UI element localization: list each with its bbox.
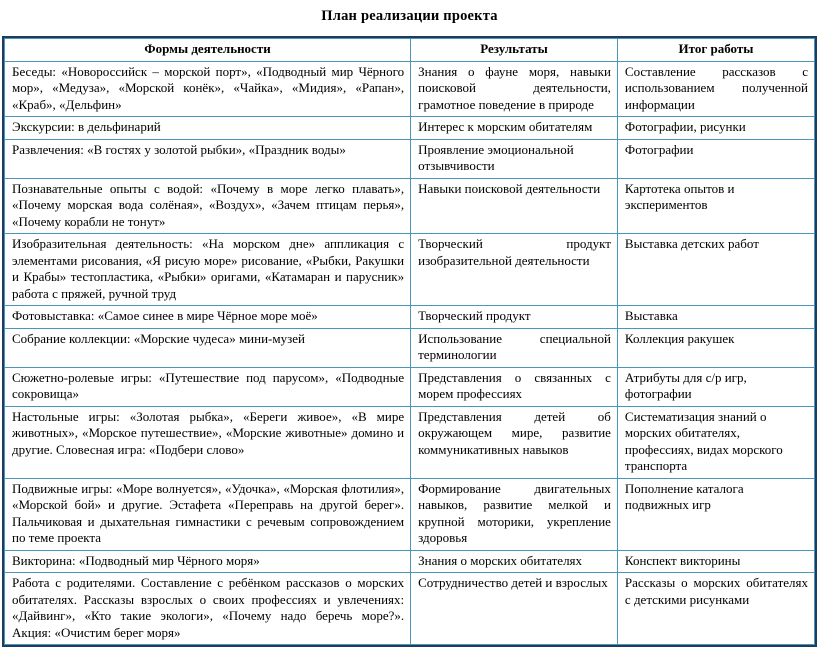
table-cell: Конспект викторины bbox=[618, 551, 815, 574]
page-title: План реализации проекта bbox=[321, 8, 498, 24]
header-row bbox=[4, 38, 815, 62]
table-cell: Сюжетно-ролевые игры: «Путешествие под парусом», «Подводные сокровища» bbox=[4, 368, 411, 407]
table-cell: Картотека опытов и экспериментов bbox=[618, 179, 815, 235]
table-row bbox=[4, 179, 815, 235]
table-row bbox=[4, 573, 815, 645]
table-cell: Знания о морских обитателях bbox=[411, 551, 618, 574]
table-cell: Коллекция ракушек bbox=[618, 329, 815, 368]
table-row bbox=[4, 407, 815, 479]
table-cell: Систематизация знаний о морских обитателях, профессиях, видах морского транспорта bbox=[618, 407, 815, 479]
table-cell: Составление рассказов с использованием полученной информации bbox=[618, 62, 815, 118]
table-row bbox=[4, 306, 815, 329]
table-cell: Викторина: «Подводный мир Чёрного моря» bbox=[4, 551, 411, 574]
table-cell: Подвижные игры: «Море волнуется», «Удочка», «Морская флотилия», «Морской бой» и другие. Эстафета «Переправь на другой берег». Пальчиковая и дыхательная гимнастики с речевым сопровождением по теме проекта bbox=[4, 479, 411, 551]
table-cell: Пополнение каталога подвижных игр bbox=[618, 479, 815, 551]
table-row bbox=[4, 62, 815, 118]
table-cell: Сотрудничество детей и взрослых bbox=[411, 573, 618, 645]
table-body bbox=[4, 62, 815, 646]
table-cell: Формирование двигательных навыков, развитие мелкой и крупной моторики, укрепление здоровья bbox=[411, 479, 618, 551]
table-cell: Настольные игры: «Золотая рыбка», «Береги живое», «В мире животных», «Морское путешествие», «Морские животные» домино и другие. Словесная игра: «Подбери слово» bbox=[4, 407, 411, 479]
table-cell: Использование специальной терминологии bbox=[411, 329, 618, 368]
table-cell: Навыки поисковой деятельности bbox=[411, 179, 618, 235]
table-row bbox=[4, 368, 815, 407]
table-cell: Беседы: «Новороссийск – морской порт», «Подводный мир Чёрного мор», «Медуза», «Морской конёк», «Чайка», «Мидия», «Рапан», «Краб», «Дельфин» bbox=[4, 62, 411, 118]
table-row bbox=[4, 479, 815, 551]
column-header: Формы деятельности bbox=[4, 38, 411, 62]
table-row bbox=[4, 117, 815, 140]
table-cell: Фотографии, рисунки bbox=[618, 117, 815, 140]
table-cell: Развлечения: «В гостях у золотой рыбки», «Праздник воды» bbox=[4, 140, 411, 179]
table-cell: Изобразительная деятельность: «На морском дне» аппликация с элементами рисования, «Я рисую море» рисование, «Рыбки, Ракушки и Крабы» тестопластика, «Рыбки» оригами, «Катамаран и парусник» работа с пряжей, ручной труд bbox=[4, 234, 411, 306]
table-cell: Выставка детских работ bbox=[618, 234, 815, 306]
table-row bbox=[4, 329, 815, 368]
column-header: Результаты bbox=[411, 38, 618, 62]
table-cell: Представления детей об окружающем мире, развитие коммуникативных навыков bbox=[411, 407, 618, 479]
table-row bbox=[4, 551, 815, 574]
table-cell: Рассказы о морских обитателях с детскими рисунками bbox=[618, 573, 815, 645]
table-cell: Творческий продукт bbox=[411, 306, 618, 329]
table-cell: Представления о связанных с морем профессиях bbox=[411, 368, 618, 407]
table-cell: Фотовыставка: «Самое синее в мире Чёрное море моё» bbox=[4, 306, 411, 329]
table-cell: Фотографии bbox=[618, 140, 815, 179]
table-cell: Экскурсии: в дельфинарий bbox=[4, 117, 411, 140]
table-cell: Знания о фауне моря, навыки поисковой деятельности, грамотное поведение в природе bbox=[411, 62, 618, 118]
table-row bbox=[4, 234, 815, 306]
table-cell: Собрание коллекции: «Морские чудеса» мини-музей bbox=[4, 329, 411, 368]
table-cell: Работа с родителями. Составление с ребёнком рассказов о морских обитателях. Рассказы взрослых о своих профессиях и увлечениях: «Дайвинг», «Кто такие экологи», «Почему надо беречь море?». Акция: «Очистим берег моря» bbox=[4, 573, 411, 645]
table-cell: Выставка bbox=[618, 306, 815, 329]
table-row bbox=[4, 140, 815, 179]
table-cell: Интерес к морским обитателям bbox=[411, 117, 618, 140]
table-cell: Атрибуты для с/р игр, фотографии bbox=[618, 368, 815, 407]
column-header: Итог работы bbox=[618, 38, 815, 62]
project-plan-table bbox=[2, 36, 817, 647]
table-cell: Творческий продукт изобразительной деятельности bbox=[411, 234, 618, 306]
table-cell: Познавательные опыты с водой: «Почему в море легко плавать», «Почему морская вода солёная», «Воздух», «Зачем птицам перья», «Почему корабли не тонут» bbox=[4, 179, 411, 235]
table-cell: Проявление эмоциональной отзывчивости bbox=[411, 140, 618, 179]
